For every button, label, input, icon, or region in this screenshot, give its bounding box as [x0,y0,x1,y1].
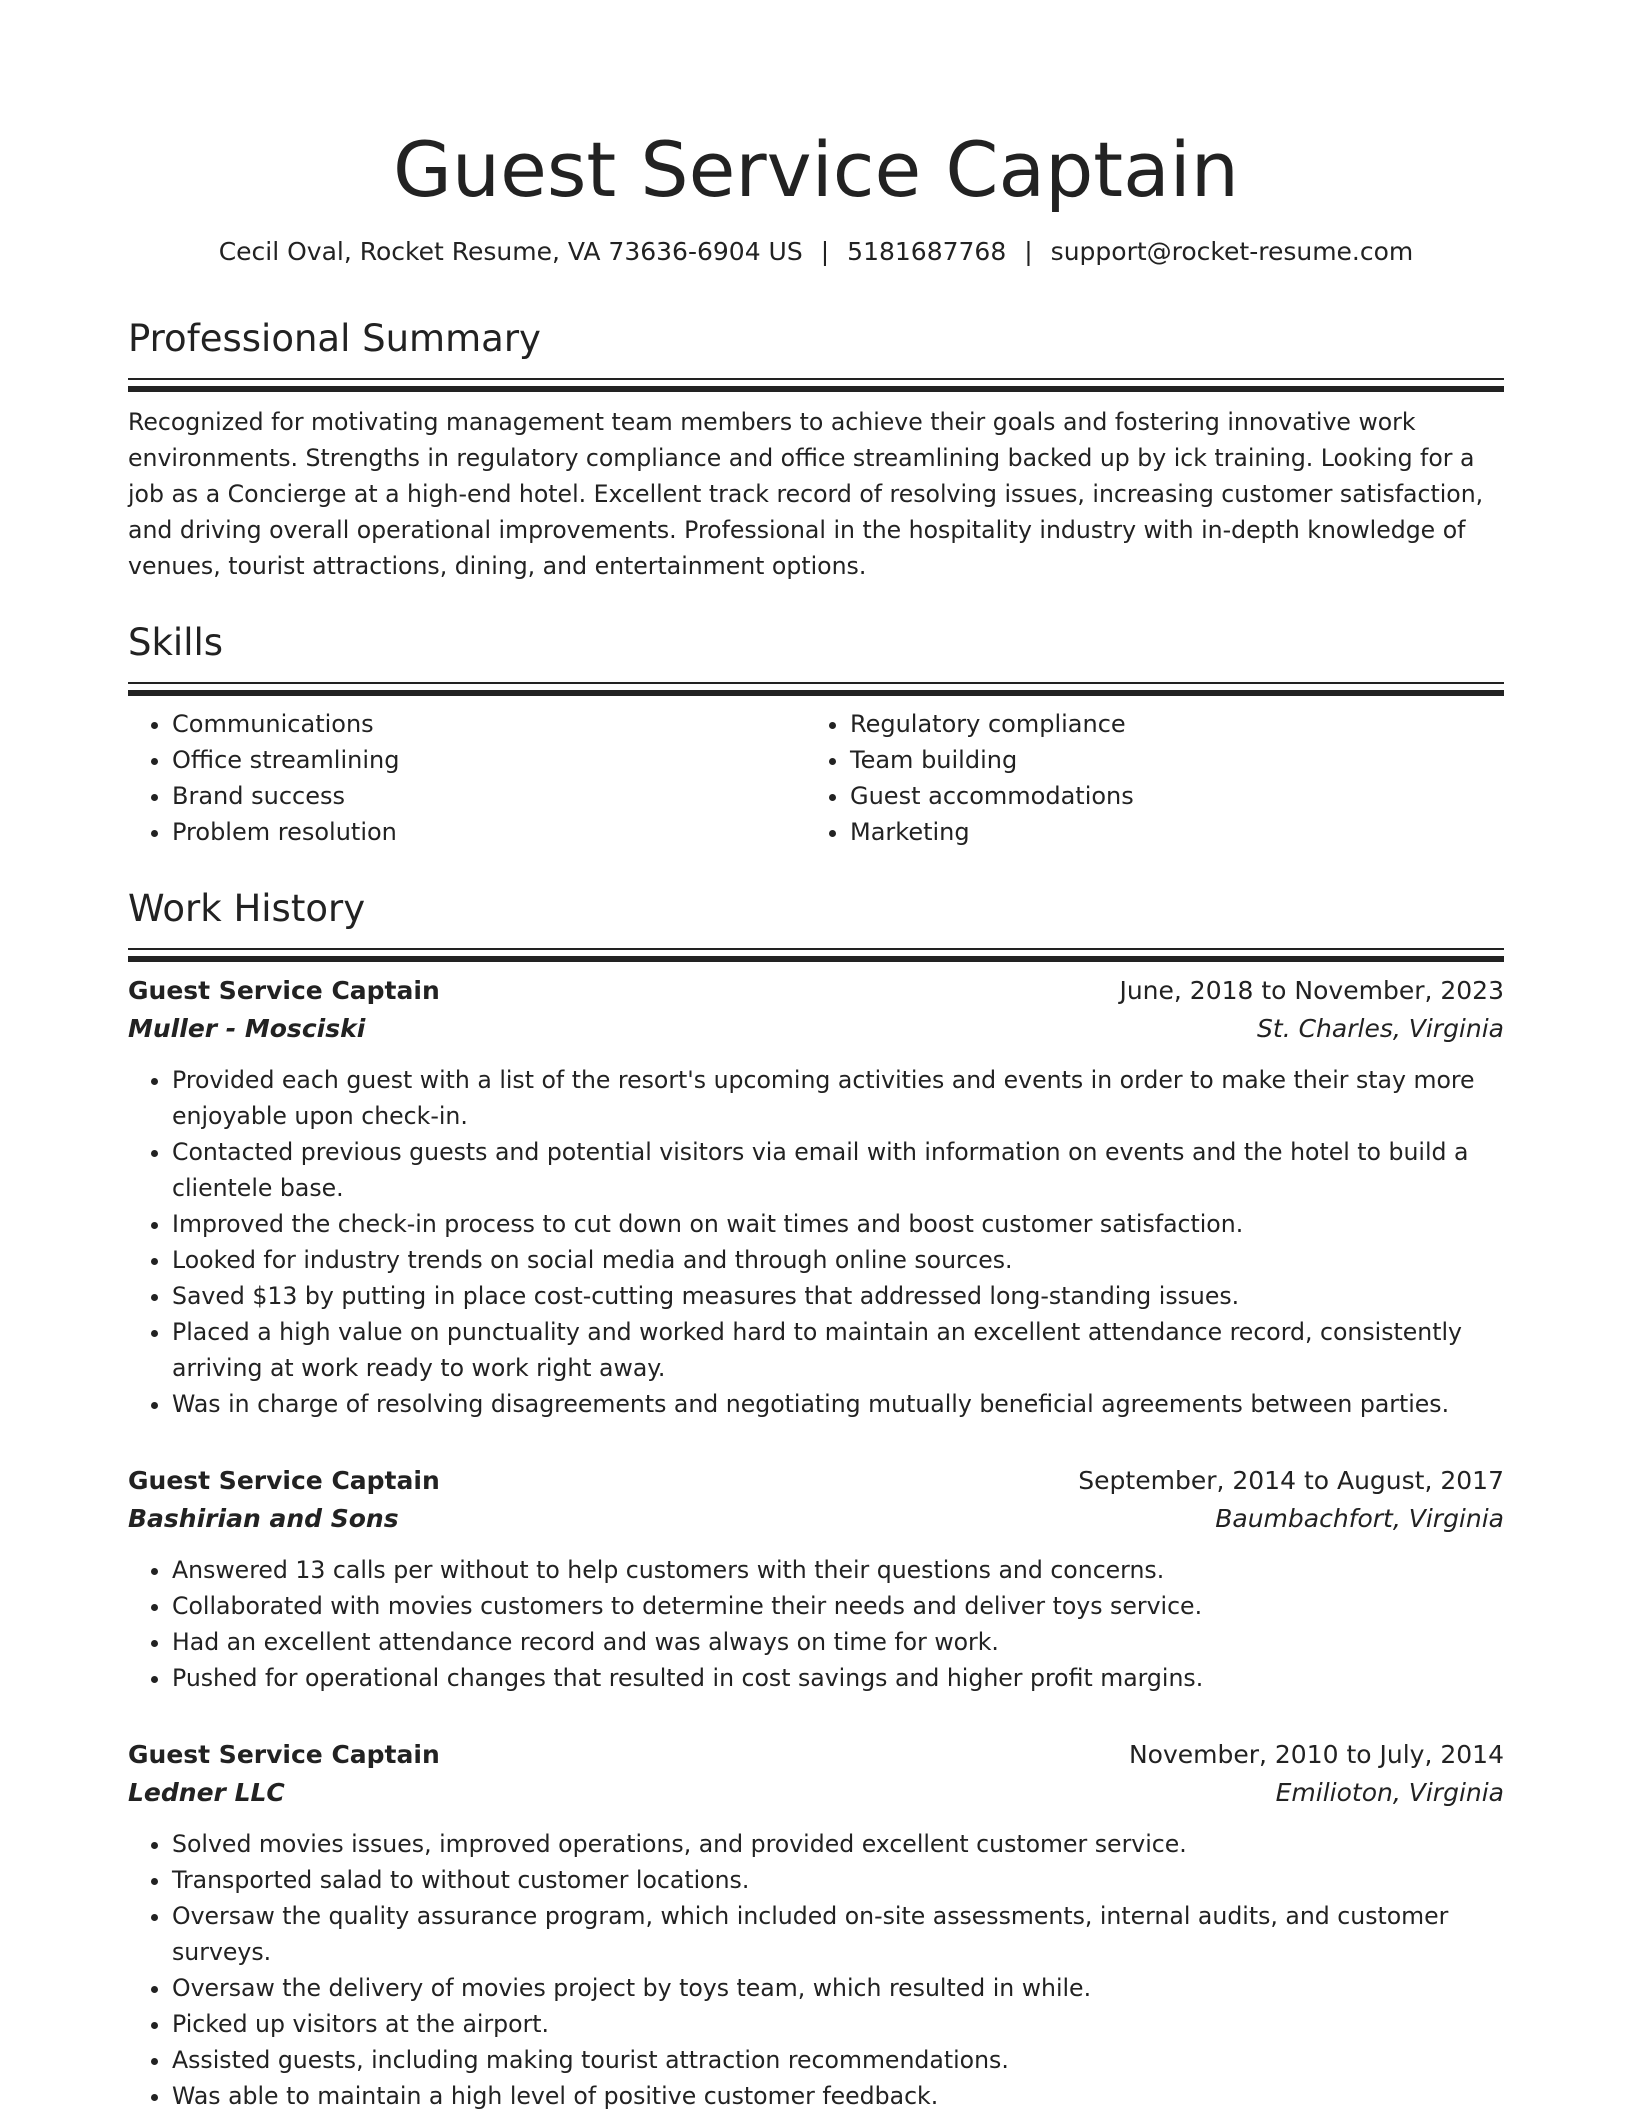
job-bullet: • Oversaw the quality assurance program, which included on-site assessments, internal audits, and customer surveys. [172,1898,1504,1970]
job-bullet: • Picked up visitors at the airport. [172,2006,1504,2042]
job-bullet: • Solved movies issues, improved operations, and provided excellent customer service. [172,1826,1504,1862]
contact-phone: 5181687768 [847,237,1007,266]
contact-address: Cecil Oval, Rocket Resume, VA 73636-6904 US [218,237,803,266]
job-company: Ledner LLC [128,1778,285,1807]
section-divider [128,682,1504,684]
skill-item: • Brand success [172,778,806,814]
skill-item: • Guest accommodations [850,778,1484,814]
job-bullet: • Looked for industry trends on social media and through online sources. [172,1242,1504,1278]
job-bullet: • Saved $13 by putting in place cost-cutting measures that addressed long-standing issues. [172,1278,1504,1314]
job-company: Muller - Mosciski [128,1014,366,1043]
job-bullets [128,1062,1504,1422]
contact-separator: | [1024,237,1033,266]
job-bullet: • Answered 13 calls per without to help customers with their questions and concerns. [172,1552,1504,1588]
job-company-row [128,1500,1504,1538]
job-dates: November, 2010 to July, 2014 [1128,1740,1504,1769]
skills-section [128,618,1504,850]
job-location: Emilioton, Virginia [1275,1778,1504,1807]
contact-line [128,234,1504,270]
job-location: St. Charles, Virginia [1257,1014,1504,1043]
job-bullet: • Provided each guest with a list of the resort's upcoming activities and events in order to make their stay more enjoyable upon check-in. [172,1062,1504,1134]
job-dates: September, 2014 to August, 2017 [1078,1466,1504,1495]
job-header-row [128,972,1504,1010]
contact-separator: | [820,237,830,266]
work-history-heading: Work History [128,887,366,930]
skill-item: • Team building [850,742,1484,778]
job-location: Baumbachfort, Virginia [1215,1504,1504,1533]
job-bullet: • Collaborated with movies customers to determine their needs and deliver toys service. [172,1588,1504,1624]
summary-text: Recognized for motivating management team members to achieve their goals and fostering innovative work environments. Strengths in regulatory compliance and office streamlining backed up by ick training. Looking for a job as a Concierge at a high-end hotel. Excellent track record of resolving issues, increasing customer satisfaction, and driving overall operational improvements. Professional in the hospitality industry with in-depth knowledge of venues, tourist attractions, dining, and entertainment options. [128,408,1484,580]
skills-list-right [806,706,1484,850]
job-entry [128,972,1504,1422]
job-entry [128,1462,1504,1696]
job-bullet: • Oversaw the delivery of movies project by toys team, which resulted in while. [172,1970,1504,2006]
summary-section [128,314,1504,584]
work-history-section [128,884,1504,2114]
job-title: Guest Service Captain [128,976,440,1005]
job-bullet: • Pushed for operational changes that resulted in cost savings and higher profit margins. [172,1660,1504,1696]
job-title: Guest Service Captain [128,1466,440,1495]
job-company: Bashirian and Sons [128,1504,399,1533]
job-bullet: • Placed a high value on punctuality and worked hard to maintain an excellent attendance record, consistently arriving at work ready to work right away. [172,1314,1504,1386]
job-bullet: • Assisted guests, including making tourist attraction recommendations. [172,2042,1504,2078]
skills-columns [128,706,1504,850]
resume-page [128,120,1504,2114]
job-bullets [128,1826,1504,2114]
contact-email[interactable]: support@rocket-resume.com [1050,237,1414,266]
job-company-row [128,1774,1504,1812]
job-bullet: • Improved the check-in process to cut down on wait times and boost customer satisfaction. [172,1206,1504,1242]
job-bullet: • Had an excellent attendance record and was always on time for work. [172,1624,1504,1660]
job-header-row [128,1736,1504,1774]
skill-item: • Regulatory compliance [850,706,1484,742]
section-divider [128,378,1504,380]
skill-item: • Communications [172,706,806,742]
section-divider [128,948,1504,950]
job-title: Guest Service Captain [128,1740,440,1769]
job-dates: June, 2018 to November, 2023 [1119,976,1504,1005]
summary-heading: Professional Summary [128,317,541,360]
job-bullet: • Was in charge of resolving disagreements and negotiating mutually beneficial agreements between parties. [172,1386,1504,1422]
job-bullet: • Contacted previous guests and potential visitors via email with information on events and the hotel to build a clientele base. [172,1134,1504,1206]
job-bullet: • Transported salad to without customer locations. [172,1862,1504,1898]
skill-item: • Marketing [850,814,1484,850]
job-bullets [128,1552,1504,1696]
skill-item: • Problem resolution [172,814,806,850]
job-header-row [128,1462,1504,1500]
job-company-row [128,1010,1504,1048]
skills-list-left [128,706,806,850]
skills-heading: Skills [128,621,224,664]
skill-item: • Office streamlining [172,742,806,778]
job-bullet: • Was able to maintain a high level of positive customer feedback. [172,2078,1504,2114]
job-entry [128,1736,1504,2114]
resume-name: Guest Service Captain [393,125,1239,214]
